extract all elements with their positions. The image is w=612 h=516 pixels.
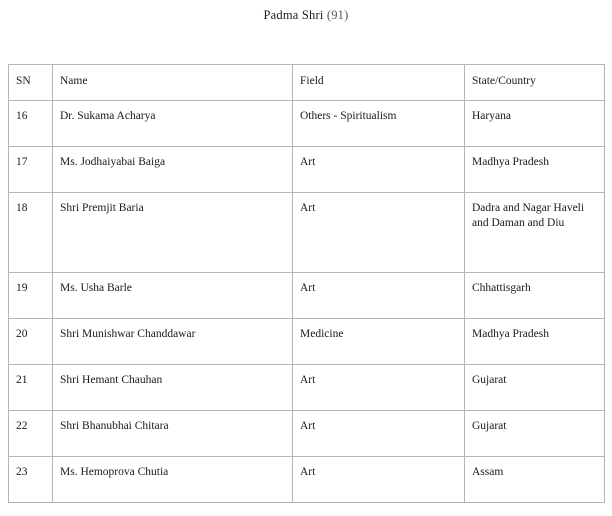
table-row — [9, 192, 605, 272]
cell-state: Madhya Pradesh — [465, 318, 605, 364]
cell-sn: 23 — [9, 456, 53, 502]
table-row — [9, 410, 605, 456]
cell-name: Ms. Jodhaiyabai Baiga — [53, 146, 293, 192]
cell-field: Art — [293, 410, 465, 456]
cell-name: Ms. Hemoprova Chutia — [53, 456, 293, 502]
cell-field: Art — [293, 364, 465, 410]
cell-name: Shri Munishwar Chanddawar — [53, 318, 293, 364]
table-row — [9, 272, 605, 318]
table-body — [9, 100, 605, 502]
page-title-count: (91) — [326, 8, 349, 22]
page-title — [0, 8, 612, 23]
column-header-state: State/Country — [465, 65, 605, 101]
cell-state: Gujarat — [465, 364, 605, 410]
cell-field: Art — [293, 272, 465, 318]
column-header-sn: SN — [9, 65, 53, 101]
cell-sn: 16 — [9, 100, 53, 146]
cell-field: Others - Spiritualism — [293, 100, 465, 146]
table-header — [9, 65, 605, 101]
cell-name: Shri Premjit Baria — [53, 192, 293, 272]
cell-sn: 20 — [9, 318, 53, 364]
cell-name: Ms. Usha Barle — [53, 272, 293, 318]
cell-sn: 18 — [9, 192, 53, 272]
cell-state: Assam — [465, 456, 605, 502]
document-page — [0, 8, 612, 516]
cell-field: Art — [293, 192, 465, 272]
cell-name: Shri Hemant Chauhan — [53, 364, 293, 410]
cell-sn: 21 — [9, 364, 53, 410]
cell-state: Madhya Pradesh — [465, 146, 605, 192]
cell-state: Dadra and Nagar Haveli and Daman and Diu — [465, 192, 605, 272]
table-header-row — [9, 65, 605, 101]
table-row — [9, 146, 605, 192]
cell-name: Dr. Sukama Acharya — [53, 100, 293, 146]
cell-state: Gujarat — [465, 410, 605, 456]
cell-field: Art — [293, 146, 465, 192]
cell-sn: 19 — [9, 272, 53, 318]
cell-field: Medicine — [293, 318, 465, 364]
table-row — [9, 364, 605, 410]
table-row — [9, 318, 605, 364]
awards-table-container — [8, 64, 604, 503]
cell-name: Shri Bhanubhai Chitara — [53, 410, 293, 456]
awards-table — [8, 64, 605, 503]
cell-sn: 22 — [9, 410, 53, 456]
page-title-text: Padma Shri — [263, 8, 324, 22]
column-header-field: Field — [293, 65, 465, 101]
table-row — [9, 456, 605, 502]
cell-state: Haryana — [465, 100, 605, 146]
table-row — [9, 100, 605, 146]
column-header-name: Name — [53, 65, 293, 101]
cell-field: Art — [293, 456, 465, 502]
cell-sn: 17 — [9, 146, 53, 192]
cell-state: Chhattisgarh — [465, 272, 605, 318]
